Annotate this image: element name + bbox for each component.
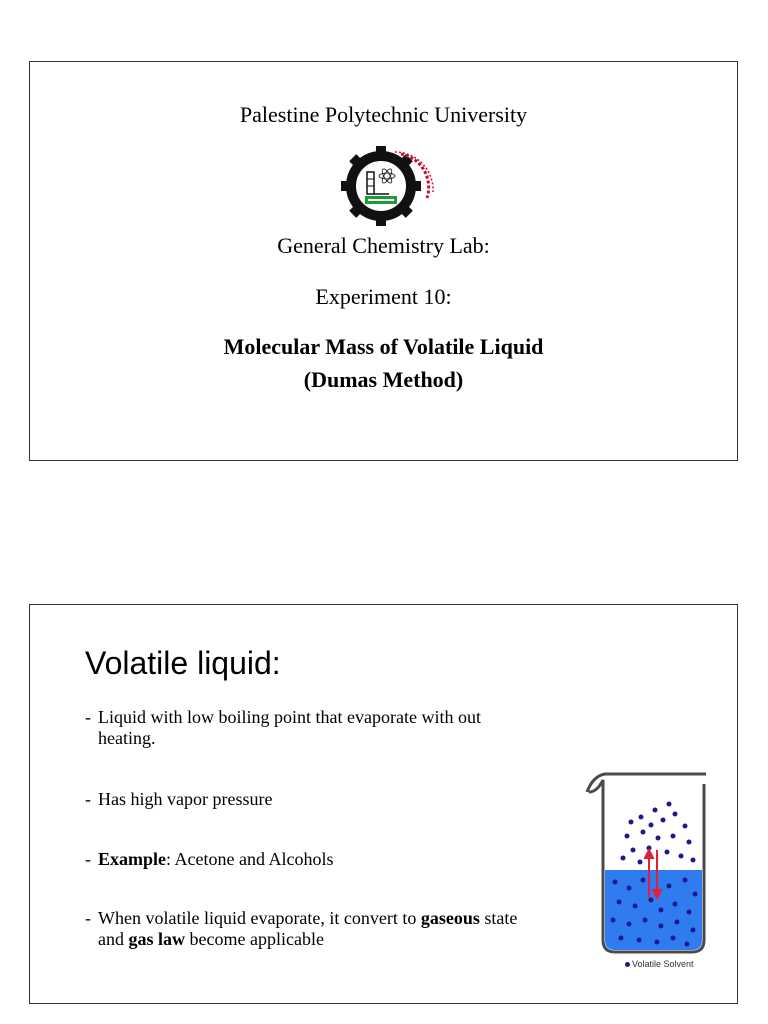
bullet-continuation: heating. <box>98 728 156 748</box>
experiment-number: Experiment 10: <box>315 284 452 309</box>
molecule-dot-icon <box>625 962 630 967</box>
university-name: Palestine Polytechnic University <box>239 102 528 127</box>
university-logo-icon <box>339 146 441 226</box>
course-name: General Chemistry Lab: <box>277 233 490 258</box>
volatile-liquid-slide <box>29 604 738 1004</box>
legend: Volatile Solvent <box>625 959 694 969</box>
bullet-item <box>85 907 518 929</box>
bold-term: gas law <box>128 929 186 949</box>
bullet-item <box>85 706 481 728</box>
bullet-dash: - <box>85 789 91 809</box>
title-slide <box>29 61 738 461</box>
bold-term: Example <box>98 849 167 869</box>
bullet-text: Liquid with low boiling point that evaporate with out <box>98 707 481 727</box>
bullet-continuation: and gas law become applicable <box>98 929 324 949</box>
beaker-illustration-icon <box>585 770 720 970</box>
experiment-title: Molecular Mass of Volatile Liquid <box>223 334 544 359</box>
bullet-text: When volatile liquid evaporate, it convert to gaseous state <box>98 908 518 928</box>
bullet-dash: - <box>85 849 91 869</box>
bullet-item <box>85 848 334 870</box>
bullet-text: Example: Acetone and Alcohols <box>98 849 334 869</box>
slide-heading: Volatile liquid: <box>85 645 281 681</box>
experiment-subtitle: (Dumas Method) <box>303 367 464 392</box>
bullet-dash: - <box>85 707 91 727</box>
bold-term: gaseous <box>420 908 480 928</box>
bullet-text: Has high vapor pressure <box>98 789 273 809</box>
bullet-item <box>85 788 273 810</box>
bullet-dash: - <box>85 908 91 928</box>
